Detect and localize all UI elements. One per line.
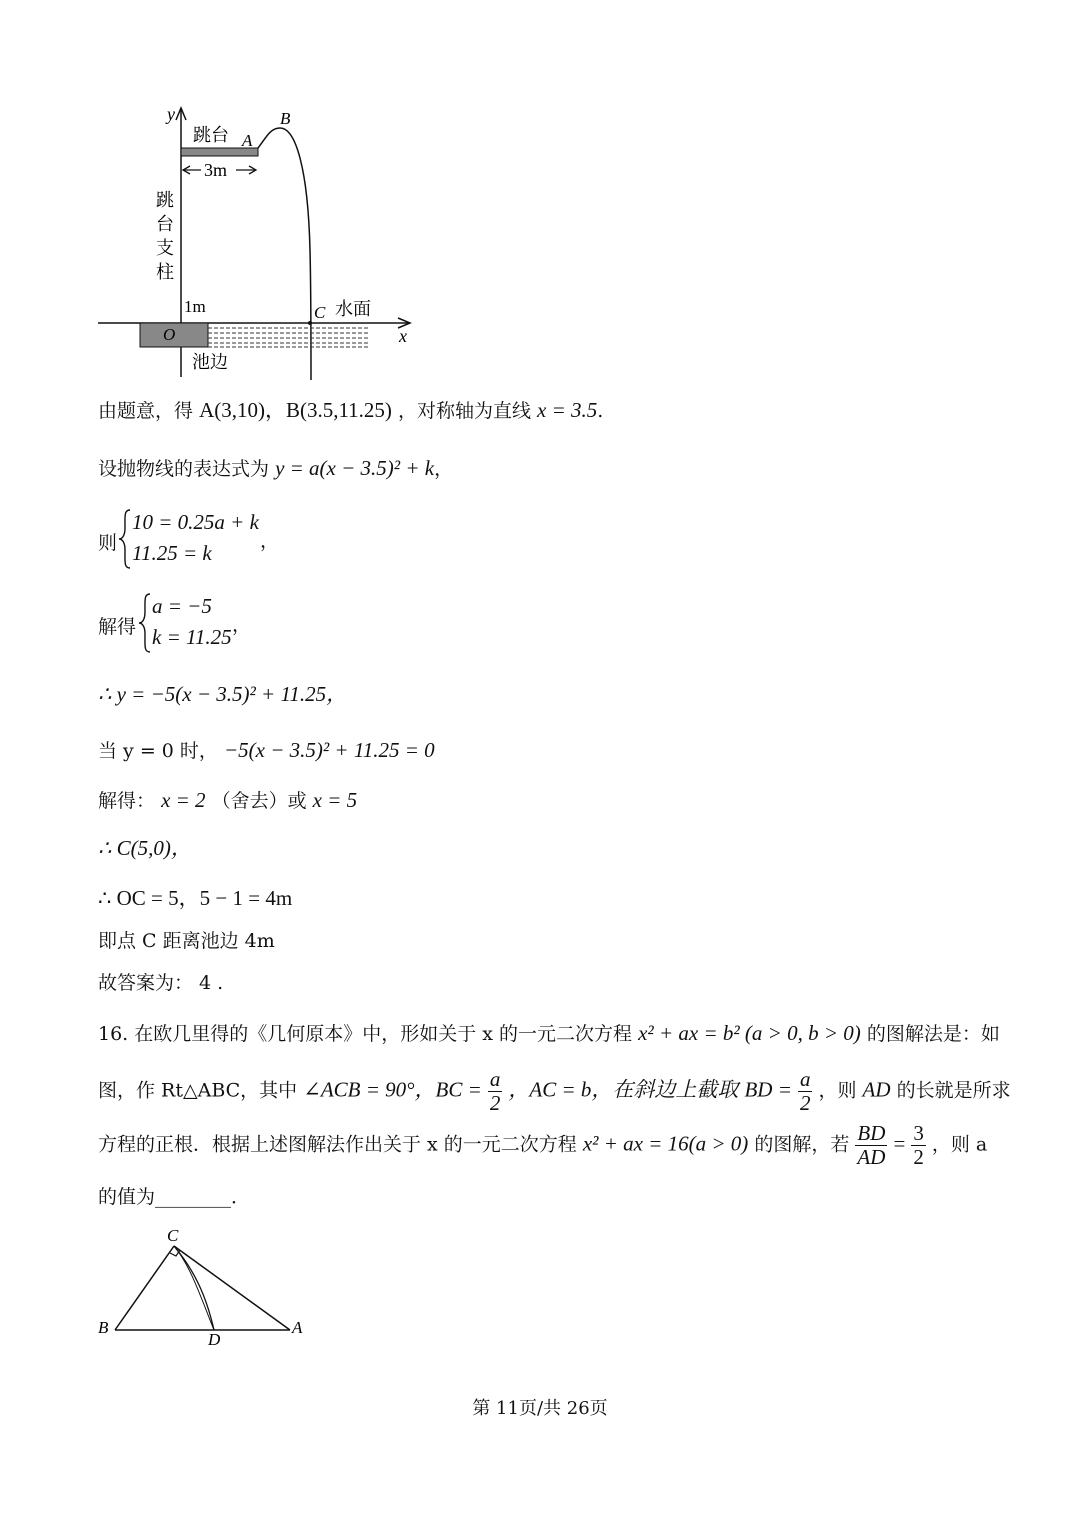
water-label: 水面 [335, 299, 371, 319]
solution-answer: 故答案为： 4 . [98, 972, 224, 994]
equation: a = −5 [152, 594, 212, 618]
text: 16. 在欧几里得的《几何原本》中，形如关于 x 的一元二次方程 [98, 1023, 633, 1045]
text: 的图解，若 [754, 1133, 850, 1156]
q16-line-3: 方程的正根．根据上述图解法作出关于 x 的一元二次方程 x² + ax = 16(a > 0) 的图解，若 $\frac{BD}{AD}$ = $\frac{3}{2}$ ，则 a [98, 1121, 988, 1170]
text: 的长就是所求 [896, 1079, 1011, 1102]
math: −5(x − 3.5)² + 11.25 = 0 [223, 738, 435, 762]
math: A(3,10)，B(3.5,11.25) [199, 398, 392, 422]
math: ∠ACB = 90°，BC = [303, 1077, 482, 1102]
text: ，则 [818, 1079, 857, 1102]
text: 设抛物线的表达式为 [98, 458, 270, 480]
solution-line-1: 由题意，得 A(3,10)，B(3.5,11.25) ，对称轴为直线 x = 3.5. [98, 398, 604, 422]
solution-line-9: ∴ OC = 5，5 − 1 = 4m [98, 886, 293, 910]
pool-width-label: 1m [184, 297, 206, 316]
math: ，AC = b，在斜边上截取 [508, 1077, 739, 1102]
system-2: 解得 a = −5 k = 11.25 ， [98, 592, 338, 654]
trajectory-curve [258, 128, 311, 380]
math: x = 3.5 [537, 398, 598, 422]
math: AD [862, 1077, 891, 1102]
math: x² + ax = b² (a > 0, b > 0) [638, 1021, 861, 1045]
pillar-label-2: 台 [156, 214, 174, 234]
solution-line-8: ∴ C(5,0)， [98, 836, 192, 860]
solution-line-10: 即点 C 距离池边 4m [98, 930, 275, 952]
point-c-label: C [314, 303, 326, 322]
text: 由题意，得 [98, 400, 194, 422]
text: 则 [98, 532, 118, 554]
solution-line-6 [98, 740, 435, 761]
solution-line-5: ∴ y = −5(x − 3.5)² + 11.25， [98, 682, 348, 706]
x-axis-label: x [399, 326, 407, 346]
solution-line-7 [98, 790, 357, 811]
equation: 11.25 = k [132, 541, 212, 565]
brace [138, 592, 152, 654]
arc [174, 1246, 214, 1330]
equation: 10 = 0.25a + k [132, 510, 259, 534]
solution-line-2: 设抛物线的表达式为 y = a(x − 3.5)² + k， [98, 456, 454, 480]
system-1: 则 10 = 0.25a + k 11.25 = k ， [98, 508, 338, 570]
math: x = 2 [161, 788, 206, 812]
fraction-3-over-2: $\frac{3}{2}$ [913, 1121, 924, 1170]
math: x² + ax = 16(a > 0) [582, 1131, 749, 1156]
vertex-b-label: B [98, 1318, 109, 1337]
width-3m-label: 3m [204, 160, 228, 180]
equation: k = 11.25 [152, 625, 232, 649]
triangle-figure [90, 1225, 320, 1350]
fraction-a-over-2-b: $\frac{a}{2}$ [799, 1067, 811, 1116]
water-surface [208, 328, 368, 347]
page-footer: 第 11页/共 26页 [472, 1398, 608, 1419]
pillar-label-4: 柱 [156, 262, 174, 282]
vertex-d-label: D [208, 1330, 221, 1349]
text: 的图解法是：如 [866, 1023, 1000, 1045]
pool-edge-label: 池边 [192, 352, 228, 372]
text: 图，作 Rt△ABC，其中 [98, 1079, 298, 1102]
text: 解得 [98, 616, 137, 638]
pillar-label-1: 跳 [156, 190, 174, 210]
text: 方程的正根．根据上述图解法作出关于 x 的一元二次方程 [98, 1133, 577, 1156]
fraction-a-over-2: $\frac{a}{2}$ [489, 1067, 501, 1116]
math: y = a(x − 3.5)² + k [275, 456, 435, 480]
platform-label: 跳台 [193, 125, 229, 145]
diving-figure [90, 100, 430, 385]
math: x = 5 [312, 788, 358, 812]
point-a-label: A [242, 131, 253, 150]
fraction-bd-over-ad: $\frac{BD}{AD}$ [857, 1121, 886, 1170]
q16-line-1 [98, 1023, 1000, 1044]
q16-line-4: 的值为________． [98, 1186, 251, 1208]
text: （舍去）或 [211, 790, 307, 812]
y-axis-label: y [167, 104, 175, 124]
text: 解得： [98, 790, 156, 812]
math: BD = [744, 1077, 792, 1102]
brace [118, 508, 132, 570]
text: 当 y = 0 时， [98, 740, 218, 762]
vertex-c-label: C [167, 1226, 179, 1245]
pillar-label-3: 支 [156, 238, 174, 258]
q16-line-2 [98, 1068, 1011, 1115]
point-b-label: B [280, 109, 291, 128]
text: ，对称轴为直线 [397, 400, 531, 422]
origin-label: O [163, 325, 176, 344]
vertex-a-label: A [292, 1318, 303, 1337]
text: ，则 a [931, 1133, 988, 1156]
